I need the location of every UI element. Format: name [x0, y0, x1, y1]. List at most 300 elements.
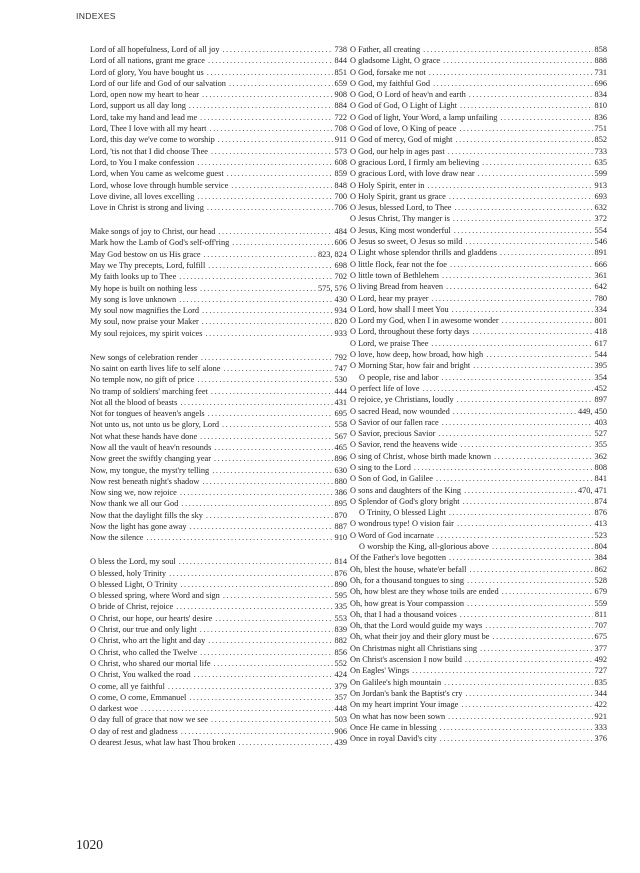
index-entry [90, 305, 347, 316]
hymn-number: 870 [334, 510, 347, 520]
hymn-number: 880 [334, 476, 347, 486]
hymn-number: 780 [594, 293, 607, 303]
hymn-number: 344 [594, 688, 607, 698]
index-entry [350, 293, 607, 304]
hymn-title: O sing of Christ, whose birth made known [350, 451, 492, 461]
hymn-title: O Jesus so sweet, O Jesus so mild [350, 237, 463, 247]
index-entry [350, 89, 607, 100]
index-entry [90, 44, 347, 55]
hymn-title: O Savior, precious Savior [350, 429, 436, 439]
hymn-number: 933 [334, 328, 347, 338]
leader-dots [489, 631, 592, 642]
hymn-title: My hope is built on nothing less [90, 283, 197, 293]
hymn-title: My faith looks up to Thee [90, 272, 177, 282]
hymn-number: 913 [594, 180, 607, 190]
index-entry [350, 383, 607, 394]
index-entry [350, 711, 607, 722]
leader-dots [499, 315, 593, 326]
leader-dots [456, 123, 592, 134]
index-entry [90, 328, 347, 339]
leader-dots [208, 714, 333, 725]
index-entry [350, 225, 607, 236]
index-entry [90, 613, 347, 624]
hymn-title: Lord, take my hand and lead me [90, 112, 198, 122]
leader-dots [199, 305, 333, 316]
hymn-title: O Jesus Christ, Thy manger is [350, 214, 450, 224]
index-entry [90, 647, 347, 658]
index-entry [350, 598, 607, 609]
hymn-title: O day full of grace that now we see [90, 715, 208, 725]
index-entry [350, 55, 607, 66]
hymn-title: Lord, this day we've come to worship [90, 135, 215, 145]
index-entry [90, 669, 347, 680]
hymn-number: 874 [594, 496, 607, 506]
hymn-title: May God bestow on us His grace [90, 249, 201, 259]
index-entry [90, 714, 347, 725]
leader-dots [194, 374, 332, 385]
leader-dots [466, 89, 593, 100]
leader-dots [197, 283, 316, 294]
leader-dots [433, 473, 593, 484]
leader-dots [482, 620, 592, 631]
index-entry [90, 249, 347, 260]
hymn-title: My soul rejoices, my spirit voices [90, 328, 203, 338]
leader-dots [176, 294, 332, 305]
index-entry [90, 681, 347, 692]
leader-dots [450, 406, 576, 417]
index-entry [90, 283, 347, 294]
leader-dots [454, 518, 593, 529]
hymn-number: 808 [594, 462, 607, 472]
hymn-number: 848 [334, 180, 347, 190]
hymn-title: Now rest beneath night's shadow [90, 476, 200, 486]
index-entry [350, 620, 607, 631]
hymn-title: Oh, how great is Your compassion [350, 598, 465, 608]
hymn-title: O Lord, how shall I meet You [350, 304, 449, 314]
index-entry [90, 579, 347, 590]
hymn-title: Now that the daylight fills the sky [90, 510, 203, 520]
page-number: 1020 [76, 837, 103, 852]
hymn-number: 386 [334, 488, 347, 498]
leader-dots [204, 67, 333, 78]
hymn-number: 377 [594, 643, 607, 653]
hymn-title: Oh, how blest are they whose toils are ended [350, 587, 499, 597]
hymn-title: Lord of glory, You have bought us [90, 67, 204, 77]
index-entry [90, 408, 347, 419]
index-entry [90, 146, 347, 157]
hymn-title: No tramp of soldiers' marching feet [90, 386, 208, 396]
index-entry [90, 226, 347, 237]
hymn-title: O Jesus, King most wonderful [350, 225, 451, 235]
hymn-number: 708 [334, 124, 347, 134]
index-entry [90, 703, 347, 714]
hymn-title: O Savior of our fallen race [350, 417, 439, 427]
leader-dots [491, 451, 593, 462]
leader-dots [198, 352, 333, 363]
hymn-title: Of the Father's love begotten [350, 553, 446, 563]
index-entry [350, 146, 607, 157]
hymn-title: O Lord, hear my prayer [350, 293, 429, 303]
hymn-title: Not all the blood of beasts [90, 397, 178, 407]
hymn-title: O bride of Christ, rejoice [90, 602, 174, 612]
leader-dots [197, 624, 333, 635]
leader-dots [202, 328, 332, 339]
hymn-title: On Christmas night all Christians sing [350, 643, 477, 653]
leader-dots [197, 431, 332, 442]
hymn-title: O Christ, who shared our mortal life [90, 658, 211, 668]
leader-dots [208, 146, 333, 157]
index-entry [90, 498, 347, 509]
hymn-number: 431 [334, 397, 347, 407]
leader-dots [197, 112, 332, 123]
leader-dots [497, 112, 592, 123]
index-column-right [350, 44, 607, 757]
leader-dots [457, 100, 593, 111]
hymn-title: O Christ, our true and only light [90, 625, 197, 635]
leader-dots [177, 579, 332, 590]
index-entry [350, 722, 607, 733]
leader-dots [437, 722, 593, 733]
index-entry [350, 496, 607, 507]
hymn-title: O blessed spring, where Word and sign [90, 591, 220, 601]
leader-dots [409, 665, 592, 676]
hymn-number: 334 [594, 304, 607, 314]
hymn-title: O perfect life of love [350, 383, 420, 393]
hymn-number: 559 [594, 598, 607, 608]
index-entry [90, 100, 347, 111]
leader-dots [420, 383, 593, 394]
hymn-number: 934 [334, 306, 347, 316]
leader-dots [462, 236, 592, 247]
hymn-number: 897 [594, 395, 607, 405]
index-entry [90, 601, 347, 612]
hymn-number: 884 [334, 101, 347, 111]
index-entry [350, 643, 607, 654]
leader-dots [199, 89, 333, 100]
leader-dots [489, 541, 593, 552]
index-entry [90, 568, 347, 579]
hymn-number: 727 [594, 666, 607, 676]
index-entry [350, 134, 607, 145]
hymn-number: 430 [334, 294, 347, 304]
hymn-number: 546 [594, 237, 607, 247]
leader-dots [411, 462, 593, 473]
hymn-number: 882 [334, 636, 347, 646]
hymn-title: Make songs of joy to Christ, our head [90, 227, 216, 237]
hymn-number: 887 [334, 522, 347, 532]
hymn-title: Not for tongues of heaven's angels [90, 409, 205, 419]
hymn-title: Lord of all nations, grant me grace [90, 56, 205, 66]
index-entry [350, 100, 607, 111]
hymn-title: O God of light, Your Word, a lamp unfailing [350, 112, 498, 122]
hymn-title: Lord of all hopefulness, Lord of all joy [90, 45, 220, 54]
leader-dots [464, 575, 592, 586]
index-entry [90, 556, 347, 567]
leader-dots [205, 635, 332, 646]
leader-dots [173, 601, 332, 612]
hymn-title: Now, my tongue, the myst'ry telling [90, 465, 210, 475]
hymn-number: 424 [334, 670, 347, 680]
index-entry [350, 541, 607, 552]
index-entry [350, 677, 607, 688]
hymn-title: O Christ, our hope, our hearts' desire [90, 613, 213, 623]
hymn-number: 707 [594, 621, 607, 631]
hymn-number: 544 [594, 350, 607, 360]
index-entry [90, 431, 347, 442]
hymn-number: 357 [334, 692, 347, 702]
hymn-number: 693 [594, 191, 607, 201]
hymn-title: On my heart imprint Your image [350, 700, 459, 710]
hymn-number: 906 [334, 726, 347, 736]
hymn-number: 851 [334, 67, 347, 77]
leader-dots [428, 338, 592, 349]
leader-dots [211, 453, 333, 464]
hymn-title: Not unto us, not unto us be glory, Lord [90, 420, 219, 430]
index-entry [90, 487, 347, 498]
hymn-number: 470, 471 [577, 485, 607, 495]
hymn-number: 888 [594, 56, 607, 66]
leader-dots [226, 78, 333, 89]
hymn-number: 836 [594, 112, 607, 122]
hymn-title: O Morning Star, how fair and bright [350, 361, 471, 371]
index-entry [350, 699, 607, 710]
hymn-title: O God, our help in ages past [350, 146, 445, 156]
hymn-number: 376 [594, 734, 607, 744]
hymn-number: 608 [334, 157, 347, 167]
leader-dots [441, 677, 592, 688]
hymn-title: On Jordan's bank the Baptist's cry [350, 688, 463, 698]
leader-dots [457, 609, 593, 620]
hymn-number: 659 [334, 78, 347, 88]
index-entry [350, 270, 607, 281]
hymn-number: 372 [594, 214, 607, 224]
index-entry [90, 386, 347, 397]
leader-dots [462, 688, 592, 699]
hymn-number: 891 [594, 248, 607, 258]
hymn-title: O sons and daughters of the King [350, 485, 462, 495]
index-entry [90, 134, 347, 145]
leader-dots [449, 304, 593, 315]
index-entry [350, 78, 607, 89]
index-entry [350, 67, 607, 78]
index-entry [350, 44, 607, 55]
hymn-number: 362 [594, 451, 607, 461]
hymn-number: 617 [594, 338, 607, 348]
hymn-number: 606 [334, 238, 347, 248]
hymn-title: O Christ, who art the light and day [90, 636, 206, 646]
hymn-title: O gracious Lord, with love draw near [350, 169, 475, 179]
index-entry [90, 590, 347, 601]
index-entry [90, 521, 347, 532]
leader-dots [497, 247, 593, 258]
hymn-title: Not what these hands have done [90, 431, 198, 441]
leader-dots [208, 386, 333, 397]
hymn-number: 452 [594, 383, 607, 393]
hymn-title: Now the silence [90, 533, 144, 543]
index-entry [350, 518, 607, 529]
hymn-number: 553 [334, 613, 347, 623]
index-entry [350, 394, 607, 405]
hymn-title: O Jesus, blessed Lord, to Thee [350, 203, 452, 213]
hymn-number: 528 [594, 575, 607, 585]
index-entry [350, 733, 607, 744]
hymn-title: O gladsome Light, O grace [350, 56, 441, 66]
index-entry [90, 476, 347, 487]
hymn-number: 448 [334, 704, 347, 714]
index-entry [90, 89, 347, 100]
hymn-number: 810 [594, 101, 607, 111]
hymn-title: O God, O Lord of heav'n and earth [350, 90, 466, 100]
index-entry [90, 157, 347, 168]
hymn-number: 702 [334, 272, 347, 282]
index-entry [350, 586, 607, 597]
index-entry [350, 530, 607, 541]
hymn-number: 530 [334, 375, 347, 385]
index-entry [350, 451, 607, 462]
leader-dots [439, 417, 593, 428]
index-entry [350, 631, 607, 642]
index-entry [350, 259, 607, 270]
leader-dots [205, 408, 333, 419]
hymn-title: Now sing we, now rejoice [90, 488, 177, 498]
hymn-title: Once in royal David's city [350, 734, 437, 744]
hymn-number: 804 [594, 542, 607, 552]
leader-dots [420, 44, 592, 55]
hymn-title: O rejoice, ye Christians, loudly [350, 395, 454, 405]
index-entry [90, 397, 347, 408]
hymn-number: 801 [594, 316, 607, 326]
hymn-number: 595 [334, 591, 347, 601]
hymn-title: O God of love, O King of peace [350, 124, 457, 134]
hymn-number: 449, 450 [577, 406, 607, 416]
hymn-title: O gracious Lord, I firmly am believing [350, 157, 480, 167]
hymn-number: 575, 576 [317, 283, 347, 293]
index-entry [350, 180, 607, 191]
hymn-title: Now greet the swiftly changing year [90, 454, 211, 464]
leader-dots [426, 67, 593, 78]
hymn-title: O Splendor of God's glory bright [350, 496, 460, 506]
index-entry [350, 372, 607, 383]
leader-dots [209, 465, 332, 476]
hymn-title: Lord, Thee I love with all my heart [90, 124, 207, 134]
leader-dots [220, 590, 333, 601]
hymn-number: 731 [594, 67, 607, 77]
hymn-number: 921 [594, 711, 607, 721]
hymn-title: On Eagles' Wings [350, 666, 410, 676]
hymn-title: Oh, for a thousand tongues to sing [350, 575, 465, 585]
hymn-number: 492 [594, 655, 607, 665]
hymn-number: 403 [594, 417, 607, 427]
leader-dots [439, 270, 593, 281]
hymn-number: 792 [334, 352, 347, 362]
hymn-title: O blessed, holy Trinity [90, 568, 167, 578]
leader-dots [429, 293, 593, 304]
leader-dots [439, 372, 593, 383]
leader-dots [215, 226, 332, 237]
hymn-title: O darkest woe [90, 704, 138, 714]
hymn-title: Lord, when You came as welcome guest [90, 169, 224, 179]
hymn-number: 895 [334, 499, 347, 509]
index-entry [350, 575, 607, 586]
index-entry [350, 688, 607, 699]
leader-dots [440, 55, 592, 66]
hymn-number: 876 [334, 568, 347, 578]
leader-dots [460, 496, 593, 507]
hymn-title: O Holy Spirit, grant us grace [350, 191, 446, 201]
hymn-title: O little flock, fear not the foe [350, 259, 447, 269]
leader-dots [186, 100, 333, 111]
index-entry [90, 624, 347, 635]
leader-dots [458, 439, 593, 450]
index-entry [350, 665, 607, 676]
hymn-number: 814 [334, 557, 347, 567]
index-entry [350, 507, 607, 518]
index-entry [350, 654, 607, 665]
hymn-number: 858 [594, 45, 607, 54]
index-entry [350, 439, 607, 450]
hymn-number: 527 [594, 429, 607, 439]
hymn-number: 484 [334, 227, 347, 237]
index-entry [350, 338, 607, 349]
index-entry [350, 360, 607, 371]
hymn-number: 700 [334, 191, 347, 201]
leader-dots [451, 202, 592, 213]
leader-dots [435, 428, 592, 439]
index-entry [90, 352, 347, 363]
hymn-title: Oh, blest the house, whate'er befall [350, 564, 467, 574]
leader-dots [424, 180, 592, 191]
hymn-number: 856 [334, 647, 347, 657]
index-entry [350, 406, 607, 417]
index-entry [90, 453, 347, 464]
index-entry [350, 485, 607, 496]
hymn-number: 573 [334, 146, 347, 156]
hymn-number: 698 [334, 260, 347, 270]
hymn-title: O Trinity, O blessed Light [359, 508, 446, 518]
hymn-title: O Word of God incarnate [350, 530, 434, 540]
hymn-number: 554 [594, 225, 607, 235]
index-entry [90, 442, 347, 453]
hymn-number: 733 [594, 146, 607, 156]
hymn-number: 695 [334, 409, 347, 419]
leader-dots [479, 157, 592, 168]
hymn-title: O worship the King, all-glorious above [359, 542, 489, 552]
leader-dots [452, 134, 592, 145]
index-entry [90, 363, 347, 374]
index-entry [350, 349, 607, 360]
leader-dots [229, 237, 332, 248]
index-entry [90, 123, 347, 134]
index-entry [90, 55, 347, 66]
index-entry [90, 465, 347, 476]
hymn-number: 418 [594, 327, 607, 337]
leader-dots [177, 397, 332, 408]
index-column-left [90, 44, 347, 761]
hymn-title: On Christ's ascension I now build [350, 655, 462, 665]
hymn-title: Oh, what their joy and their glory must be [350, 632, 490, 642]
index-entry [90, 316, 347, 327]
hymn-number: 552 [334, 658, 347, 668]
hymn-number: 444 [334, 386, 347, 396]
hymn-title: O God of God, O Light of Light [350, 101, 457, 111]
hymn-number: 355 [594, 440, 607, 450]
hymn-title: O Christ, who called the Twelve [90, 647, 198, 657]
hymn-title: O Lord, throughout these forty days [350, 327, 470, 337]
leader-dots [178, 726, 333, 737]
index-entry [90, 191, 347, 202]
leader-dots [199, 316, 333, 327]
hymn-number: 820 [334, 317, 347, 327]
